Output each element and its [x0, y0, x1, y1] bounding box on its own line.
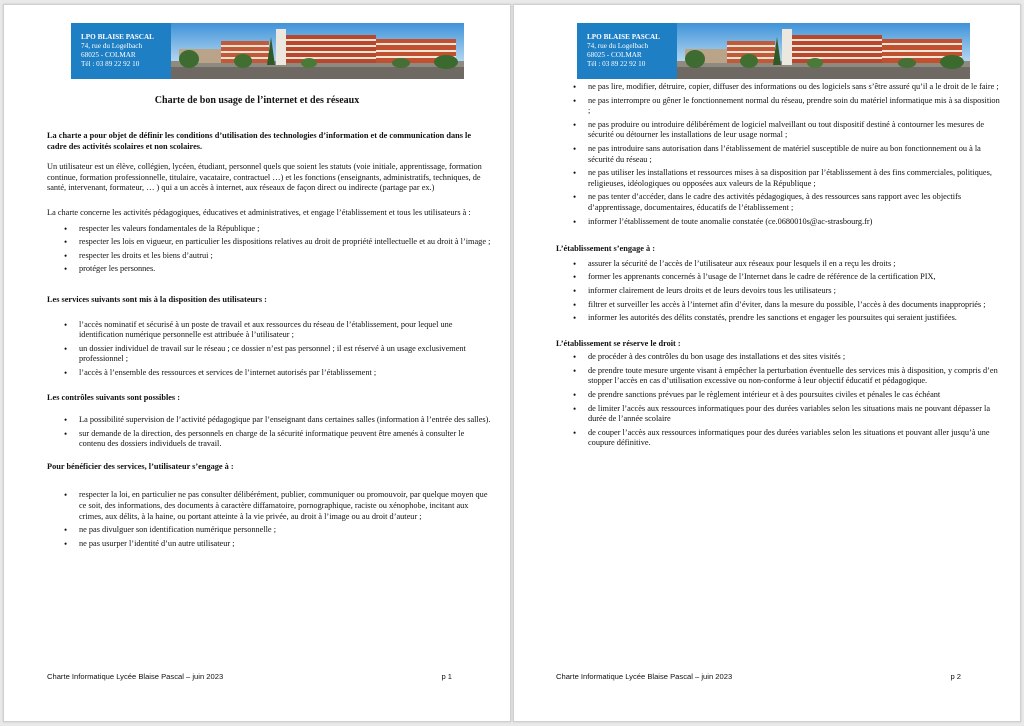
- school-name: LPO BLAISE PASCAL: [587, 33, 660, 41]
- list-item: • ne pas produire ou introduire délibérément de logiciel malveillant ou tout dispositif destiné à contourner les mesures de sécurité ou détourner les installations de leur usage normal ;: [556, 120, 1002, 141]
- school-address: 74, rue du Logelbach: [587, 42, 649, 50]
- continued-commitments-list: [556, 82, 1002, 227]
- list-item: • un dossier individuel de travail sur le réseau ; ce dossier n’est pas personnel ; il est réservé à un usage exclusivement professionnel ;: [47, 344, 492, 365]
- controls-heading: Les contrôles suivants sont possibles :: [47, 392, 180, 402]
- list-item: • de couper l’accès aux ressources informatiques pour des durées variables selon les situations et pouvant aller jusqu’à une coupure définitive.: [556, 428, 1002, 449]
- list-item: • informer clairement de leurs droits et de leurs devoirs tous les utilisateurs ;: [556, 286, 1002, 297]
- footer-text: Charte Informatique Lycée Blaise Pascal – juin 2023: [556, 672, 733, 681]
- list-item: • respecter la loi, en particulier ne pas consulter délibérément, publier, communiquer ou promouvoir, par quelque moyen que ce soit, des informations, des documents à caractère diffamatoire, pornographique, raciste ou xénophobe, incitant aux crimes, aux délits, à la haine, ou portant atteinte à la vie privée, au droit à l’image ou au droit d’auteur ;: [47, 490, 492, 522]
- list-item: • assurer la sécurité de l’accès de l’utilisateur aux réseaux pour lesquels il en a reçu les droits ;: [556, 259, 1002, 270]
- services-heading: Les services suivants sont mis à la disposition des utilisateurs :: [47, 294, 267, 304]
- list-item: • ne pas usurper l’identité d’un autre utilisateur ;: [47, 539, 492, 550]
- page-2-content: [556, 82, 1002, 449]
- concerns-paragraph: La charte concerne les activités pédagogiques, éducatives et administratives, et engage l’établissement et tous les utilisateurs à :: [47, 207, 471, 217]
- users-paragraph: Un utilisateur est un élève, collégien, lycéen, étudiant, personnel quels que soient les statuts (voie initiale, apprentissage, formation continue, formation professionnelle, titulaire, vacataire, contractuel …) et les fonctions (enseignants, administratifs, techniques, de santé, intervenant, formateur, … ) qui a un accès à internet, aux réseaux de façon direct ou indirecte (partage par ex.): [47, 162, 482, 193]
- page-number: p 2: [950, 672, 961, 681]
- school-name: LPO BLAISE PASCAL: [81, 33, 154, 41]
- list-item: • sur demande de la direction, des personnels en charge de la sécurité informatique peuvent être amenés à consulter le contenu des dossiers individuels de travail.: [47, 429, 492, 450]
- school-banner: [577, 23, 970, 79]
- list-item: • La possibilité supervision de l’activité pédagogique par l’enseignant dans certaines salles (information à l’entrée des salles).: [47, 415, 492, 426]
- list-item: • respecter les valeurs fondamentales de la République ;: [47, 224, 492, 235]
- list-item: • ne pas divulguer son identification numérique personnelle ;: [47, 525, 492, 536]
- list-item: • de procéder à des contrôles du bon usage des installations et des sites visités ;: [556, 352, 1002, 363]
- list-item: • informer les autorités des délits constatés, prendre les sanctions et engager les poursuites qui seraient justifiées.: [556, 313, 1002, 324]
- list-item: • ne pas interrompre ou gêner le fonctionnement normal du réseau, prendre soin du matériel informatique mis à sa disposition ;: [556, 96, 1002, 117]
- school-contact: [587, 33, 660, 69]
- establishment-reserves-list: [556, 352, 1002, 449]
- list-item: • l’accès nominatif et sécurisé à un poste de travail et aux ressources du réseau de l’établissement, pour lequel une identification numérique personnelle est attribuée à l’utilisateur ;: [47, 320, 492, 341]
- benefit-heading: Pour bénéficier des services, l’utilisateur s’engage à :: [47, 461, 234, 471]
- document-title: Charte de bon usage de l’internet et des réseaux: [154, 95, 360, 106]
- page-number: p 1: [441, 672, 452, 681]
- page-1-content: [47, 123, 492, 549]
- list-item: • informer l’établissement de toute anomalie constatée (ce.0680010s@ac-strasbourg.fr): [556, 217, 1002, 228]
- list-item: • respecter les lois en vigueur, en particulier les dispositions relatives au droit de propriété intellectuelle et au droit à l’image ;: [47, 237, 492, 248]
- school-phone: Tél : 03 89 22 92 10: [81, 60, 140, 68]
- document-page-1: [3, 4, 511, 722]
- page-footer: [556, 672, 961, 681]
- list-item: • ne pas tenter d’accéder, dans le cadre des activités pédagogiques, à des ressources sans rapport avec les objectifs d’apprentissage, documentaires, éducatifs de l’établissement ;: [556, 192, 1002, 213]
- establishment-commits-list: [556, 259, 1002, 324]
- list-item: • respecter les droits et les biens d’autrui ;: [47, 251, 492, 262]
- school-banner: [71, 23, 464, 79]
- document-page-2: [513, 4, 1021, 722]
- list-item: • former les apprenants concernés à l’usage de l’Internet dans le cadre de référence de la certification PIX,: [556, 272, 1002, 283]
- list-item: • ne pas introduire sans autorisation dans l’établissement de matériel susceptible de nuire au bon fonctionnement ou à la sécurité du réseau ;: [556, 144, 1002, 165]
- list-item: • de prendre toute mesure urgente visant à empêcher la perturbation éventuelle des services mis à disposition, y compris d’en stopper l’accès en cas d’utilisation excessive ou non-conforme à leur objectif éducatif et pédagogique.: [556, 366, 1002, 387]
- school-phone: Tél : 03 89 22 92 10: [587, 60, 646, 68]
- list-item: • ne pas utiliser les installations et ressources mises à sa disposition par l’établissement à des fins commerciales, politiques, religieuses, idéologiques ou opposées aux valeurs de la République ;: [556, 168, 1002, 189]
- benefit-list: [47, 490, 492, 549]
- intro-paragraph: La charte a pour objet de définir les conditions d’utilisation des technologies d’information et de communication dans le cadre des activités scolaires et non scolaires.: [47, 131, 471, 151]
- list-item: • protéger les personnes.: [47, 264, 492, 275]
- list-item: • ne pas lire, modifier, détruire, copier, diffuser des informations ou des logiciels sans s’être assuré qu’il a le droit de le faire ;: [556, 82, 1002, 93]
- list-item: • filtrer et surveiller les accès à l’internet afin d’éviter, dans la mesure du possible, l’accès à des documents inappropriés ;: [556, 300, 1002, 311]
- establishment-commits-heading: L’établissement s’engage à :: [556, 244, 656, 254]
- establishment-reserves-heading: L’établissement se réserve le droit :: [556, 338, 681, 348]
- school-contact: [81, 33, 154, 69]
- list-item: • de limiter l’accès aux ressources informatiques pour des durées variables selon les situations mais ne pouvant dépasser la durée de l’année scolaire: [556, 404, 1002, 425]
- school-city: 68025 - COLMAR: [587, 51, 642, 59]
- footer-text: Charte Informatique Lycée Blaise Pascal – juin 2023: [47, 672, 224, 681]
- list-item: • de prendre sanctions prévues par le règlement intérieur et à des poursuites civiles et pénales le cas échéant: [556, 390, 1002, 401]
- school-city: 68025 - COLMAR: [81, 51, 136, 59]
- controls-list: [47, 415, 492, 450]
- school-address: 74, rue du Logelbach: [81, 42, 143, 50]
- list-item: • l’accès à l’ensemble des ressources et services de l’internet autorisés par l’établissement ;: [47, 368, 492, 379]
- page-footer: [47, 672, 452, 681]
- services-list: [47, 320, 492, 379]
- concerns-list: [47, 224, 492, 275]
